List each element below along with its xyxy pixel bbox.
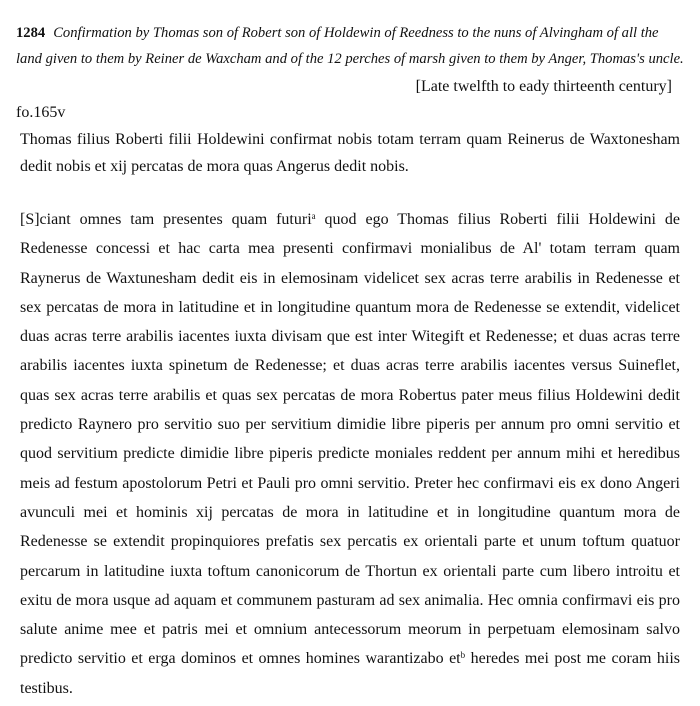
entry-date: [Late twelfth to eady thirteenth century] bbox=[415, 78, 672, 95]
charter-text-part-1: [S]ciant omnes tam presentes quam futuri bbox=[20, 211, 312, 228]
footnote-marker-a: a bbox=[311, 211, 316, 221]
folio-reference: fo.165v bbox=[16, 104, 66, 121]
charter-text-part-2: quod ego Thomas filius Roberti filii Holdewini de Redenesse concessi et hac carta mea presenti confirmavi monialibus de Al' totam terram quam Raynerus de Waxtunesham dedit eis in elemosinam videlicet sex acras terre arabilis in Redenesse et sex percatas de mora in latitudine et in longitudine quantum mora de Redenesse se extendit, videlicet duas acras terre arabilis iacentes iuxta divisam que est inter Witegift et Redenesse; et duas acras terre arabilis iacentes iuxta spinetum de Redenesse; et duas acras terre arabilis iacentes versus Suineflet, quas sex acras terre arabilis et quas sex percatas de mora Robertus pater meus filius Holdewini dedit predicto Raynero pro servitio suo per servitium dimidie libre piperis per annum pro omni servitio et quod servitium predicte dimidie libre piperis predicte moniales reddent per annum mihi et heredibus meis ad festum apostolorum Petri et Pauli pro omni servitio. Preter hec confirmavi eis ex dono Angeri avunculi mei et hominis xij percatas de mora in latitudine et in longitudine quantum mora de Redenesse se extendit propinquiores prefatis sex percatis ex orientali parte et unum toftum quatuor percarum in latitudine iuxta toftum canonicorum de Thortun ex orientali parte cum libero introitu et exitu de mora usque ad aquam et communem pasturam ad sex animalia. Hec omnia confirmavi eis pro salute anime mee et patris mei et omnium antecessorum meorum in perpetuam elemosinam salvo predicto servitio et erga dominos et omnes homines warantizabo et bbox=[20, 211, 680, 668]
entry-number: 1284 bbox=[16, 25, 46, 41]
entry-heading bbox=[16, 20, 686, 72]
footnote-marker-b: b bbox=[460, 650, 466, 661]
charter-text-part-3: heredes mei post me coram hiis testibus. bbox=[20, 650, 680, 697]
charter-text bbox=[20, 205, 680, 703]
latin-summary: Thomas filius Roberti filii Holdewini confirmat nobis totam terram quam Reinerus de Waxtonesham dedit nobis et xij percatas de mora quas Angerus dedit nobis. bbox=[20, 131, 680, 175]
entry-title: Confirmation by Thomas son of Robert son of Holdewin of Reedness to the nuns of Alvingham of all the land given to them by Reiner de Waxcham and of the 12 perches of marsh given to them by Anger, Thomas's uncle. bbox=[16, 25, 684, 67]
